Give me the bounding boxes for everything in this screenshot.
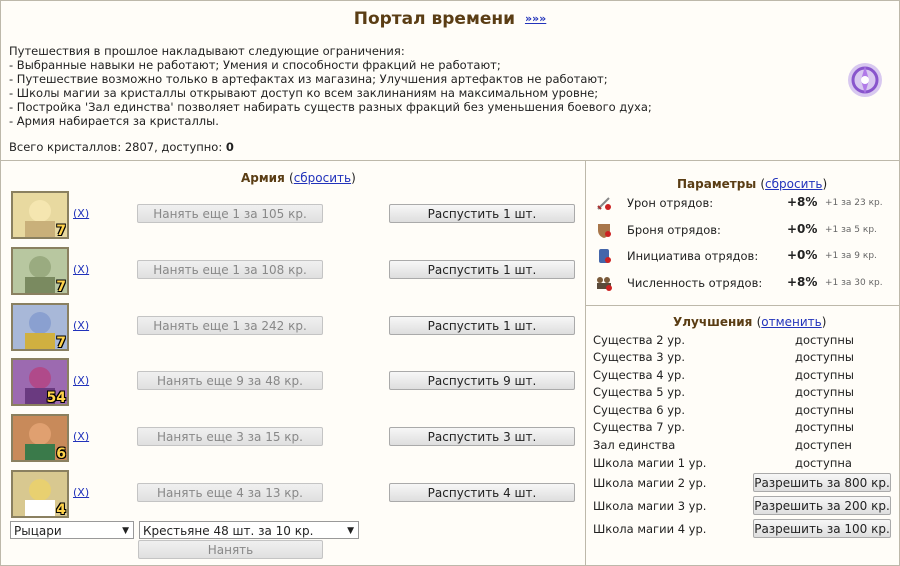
param-label: Урон отрядов: xyxy=(627,196,714,210)
portal-icon xyxy=(846,61,884,99)
unlock-button[interactable]: Разрешить за 800 кр. xyxy=(753,473,891,492)
info-line: - Школы магии за кристаллы открывают доступ ко всем заклинаниям на максимальном уровне; xyxy=(9,86,599,100)
upgrade-status: доступны xyxy=(795,420,854,434)
params-title xyxy=(677,177,827,191)
upgrade-row xyxy=(593,420,893,437)
dismiss-button[interactable]: Распустить 3 шт. xyxy=(389,427,575,446)
sword-icon xyxy=(595,194,613,212)
divider xyxy=(586,305,899,306)
info-line: - Путешествие возможно только в артефактах из магазина; Улучшения артефактов не работают; xyxy=(9,72,608,86)
army-unit-row xyxy=(11,414,581,462)
chevron-down-icon: ▼ xyxy=(347,526,354,536)
hire-more-button[interactable]: Нанять еще 9 за 48 кр. xyxy=(137,371,323,390)
dismiss-button[interactable]: Распустить 1 шт. xyxy=(389,204,575,223)
army-unit-row xyxy=(11,247,581,295)
info-line: - Постройка 'Зал единства' позволяет набирать существ разных фракций без уменьшения боевого духа; xyxy=(9,100,652,114)
hire-more-button[interactable]: Нанять еще 3 за 15 кр. xyxy=(137,427,323,446)
remove-unit-link[interactable]: (X) xyxy=(73,486,90,499)
unit-select-value: Крестьяне 48 шт. за 10 кр. xyxy=(143,524,314,538)
dismiss-button[interactable]: Распустить 1 шт. xyxy=(389,260,575,279)
param-label: Броня отрядов: xyxy=(627,223,721,237)
upgrade-row xyxy=(593,385,893,402)
dismiss-button[interactable]: Распустить 4 шт. xyxy=(389,483,575,502)
param-label: Инициатива отрядов: xyxy=(627,249,759,263)
upgrade-row xyxy=(593,456,893,473)
paren: ) xyxy=(822,177,828,191)
param-value: +8% xyxy=(787,275,818,289)
param-note[interactable]: +1 за 9 кр. xyxy=(825,251,877,261)
remove-unit-link[interactable]: (X) xyxy=(73,374,90,387)
paren: ) xyxy=(351,171,356,185)
upgrade-status: доступны xyxy=(795,368,854,382)
hire-more-button[interactable]: Нанять еще 1 за 242 кр. xyxy=(137,316,323,335)
divider xyxy=(585,161,586,566)
upgrade-row xyxy=(593,368,893,385)
paren: ) xyxy=(821,315,827,329)
army-title xyxy=(241,171,356,185)
upgrade-name: Школа магии 3 ур. xyxy=(593,499,707,513)
upgrade-row xyxy=(593,499,893,516)
upgrade-name: Существа 6 ур. xyxy=(593,403,685,417)
upgrade-row xyxy=(593,522,893,539)
unit-count: 4 xyxy=(56,502,66,518)
info-line: - Выбранные навыки не работают; Умения и способности фракций не работают; xyxy=(9,58,501,72)
page-title xyxy=(1,9,899,29)
remove-unit-link[interactable]: (X) xyxy=(73,263,90,276)
dismiss-button[interactable]: Распустить 9 шт. xyxy=(389,371,575,390)
unit-portrait[interactable] xyxy=(11,247,69,295)
unit-portrait[interactable] xyxy=(11,303,69,351)
upgrade-name: Школа магии 2 ур. xyxy=(593,476,707,490)
divider xyxy=(1,160,899,161)
restrictions-info xyxy=(9,44,809,128)
upgrade-row xyxy=(593,333,893,350)
unlock-button[interactable]: Разрешить за 100 кр. xyxy=(753,519,891,538)
upgrade-status: доступен xyxy=(795,438,852,452)
unit-count: 7 xyxy=(56,335,66,351)
paren: ( xyxy=(756,315,762,329)
upgrade-name: Зал единства xyxy=(593,438,676,452)
troops-icon xyxy=(595,274,613,292)
unit-select[interactable] xyxy=(139,521,359,539)
faction-select-value: Рыцари xyxy=(14,524,62,538)
param-label: Численность отрядов: xyxy=(627,276,763,290)
remove-unit-link[interactable]: (X) xyxy=(73,207,90,220)
remove-unit-link[interactable]: (X) xyxy=(73,430,90,443)
army-unit-row xyxy=(11,358,581,406)
hire-button[interactable]: Нанять xyxy=(138,540,323,559)
faction-select[interactable] xyxy=(10,521,134,539)
hire-more-button[interactable]: Нанять еще 1 за 108 кр. xyxy=(137,260,323,279)
params-reset-link[interactable]: сбросить xyxy=(765,177,823,191)
hire-more-button[interactable]: Нанять еще 1 за 105 кр. xyxy=(137,204,323,223)
unit-portrait[interactable] xyxy=(11,191,69,239)
param-row xyxy=(591,274,891,292)
upgrade-row xyxy=(593,476,893,493)
upgrade-name: Школа магии 4 ур. xyxy=(593,522,707,536)
upgrade-name: Существа 2 ур. xyxy=(593,333,685,347)
army-title-text: Армия xyxy=(241,171,285,185)
param-value: +0% xyxy=(787,248,818,262)
param-note[interactable]: +1 за 30 кр. xyxy=(825,278,883,288)
info-line: - Армия набирается за кристаллы. xyxy=(9,114,219,128)
army-unit-row xyxy=(11,191,581,239)
unlock-button[interactable]: Разрешить за 200 кр. xyxy=(753,496,891,515)
param-value: +0% xyxy=(787,222,818,236)
upgrades-title xyxy=(673,315,826,329)
unit-count: 7 xyxy=(56,279,66,295)
unit-count: 54 xyxy=(46,390,66,406)
page-title-text: Портал времени xyxy=(353,9,516,29)
chevron-down-icon: ▼ xyxy=(122,526,129,536)
unit-count: 6 xyxy=(56,446,66,462)
unit-portrait[interactable] xyxy=(11,414,69,462)
upgrade-row xyxy=(593,350,893,367)
more-link[interactable]: »»» xyxy=(524,12,547,25)
upgrade-status: доступны xyxy=(795,333,854,347)
available-value: 0 xyxy=(225,140,234,154)
upgrade-name: Существа 3 ур. xyxy=(593,350,685,364)
totals-label: Всего кристаллов: 2807, доступно: xyxy=(9,140,223,154)
upgrades-title-text: Улучшения xyxy=(673,315,753,329)
param-row xyxy=(591,194,891,212)
shield-icon xyxy=(595,221,613,239)
upgrade-name: Существа 4 ур. xyxy=(593,368,685,382)
remove-unit-link[interactable]: (X) xyxy=(73,319,90,332)
army-unit-row xyxy=(11,303,581,351)
army-reset-link[interactable]: сбросить xyxy=(293,171,352,185)
unit-portrait[interactable] xyxy=(11,358,69,406)
hire-more-button[interactable]: Нанять еще 4 за 13 кр. xyxy=(137,483,323,502)
dismiss-button[interactable]: Распустить 1 шт. xyxy=(389,316,575,335)
upgrade-row xyxy=(593,438,893,455)
info-line: Путешествия в прошлое накладывают следующие ограничения: xyxy=(9,44,405,58)
param-row xyxy=(591,221,891,239)
paren: ( xyxy=(760,177,766,191)
unit-count: 7 xyxy=(56,223,66,239)
upgrade-name: Существа 5 ур. xyxy=(593,385,685,399)
param-value: +8% xyxy=(787,195,818,209)
unit-portrait[interactable] xyxy=(11,470,69,518)
upgrades-cancel-link[interactable]: отменить xyxy=(761,315,822,329)
army-unit-row xyxy=(11,470,581,518)
paren: ( xyxy=(289,171,294,185)
upgrade-name: Существа 7 ур. xyxy=(593,420,685,434)
param-note[interactable]: +1 за 23 кр. xyxy=(825,198,883,208)
crystal-totals xyxy=(9,140,234,154)
initiative-icon xyxy=(595,247,613,265)
param-row xyxy=(591,247,891,265)
upgrade-status: доступны xyxy=(795,350,854,364)
params-title-text: Параметры xyxy=(677,177,757,191)
upgrade-status: доступны xyxy=(795,385,854,399)
upgrade-row xyxy=(593,403,893,420)
upgrade-status: доступна xyxy=(795,456,852,470)
param-note[interactable]: +1 за 5 кр. xyxy=(825,225,877,235)
upgrade-status: доступны xyxy=(795,403,854,417)
upgrade-name: Школа магии 1 ур. xyxy=(593,456,707,470)
